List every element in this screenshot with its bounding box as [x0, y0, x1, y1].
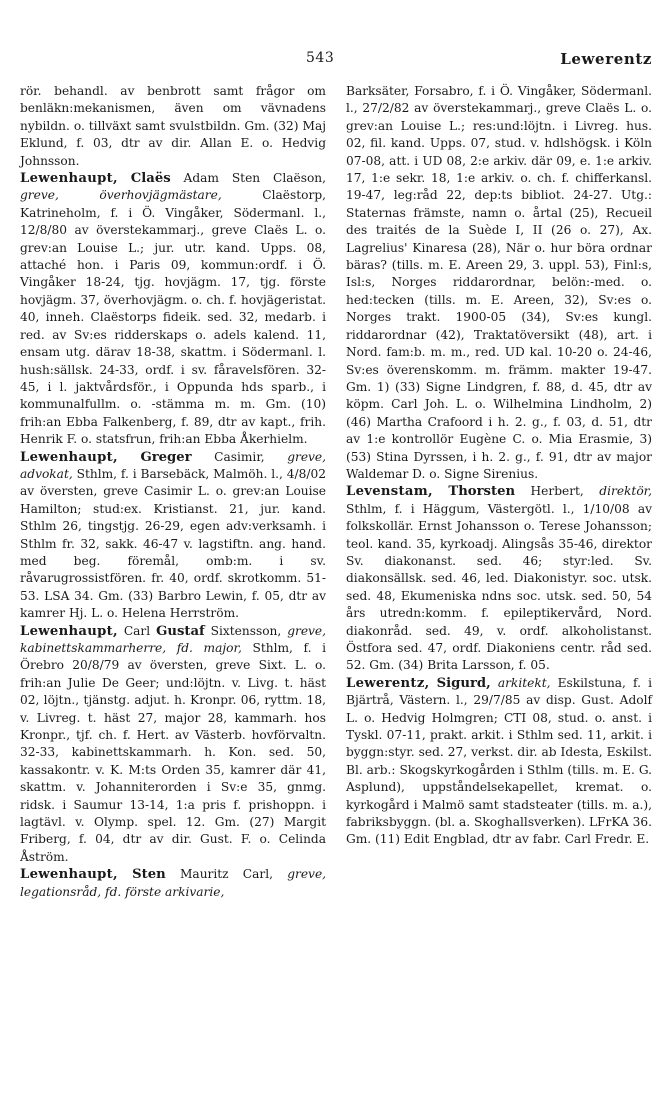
- entry-given-name: Sten: [132, 867, 166, 883]
- entry-given-rest: Adam Sten Claëson,: [183, 171, 327, 186]
- entry-body: Eskilstuna, f. i Bjärtrå, Västern. l., 29/7/85 av disp. Gust. Adolf L. o. Hedvig Holmgren; CTI 08, stud. o. anst. i Tyskl. 07-11, prakt. arkit. i Sthlm sed. 11, arkit. i byggn:styr. sed. 27, verkst. dir. ab Idesta, Eskilst. Bl. arb.: Skogskyrkogården i Sthlm (tills. m. E. G. Asplund), uppståndelsekapellet, kremat. o. kyrkogård i Malmö samt stadsteater (tills. m. a.), fabriksbyggn. (bl. a. Skoghallsverken). LFrKA 36. Gm. (11) Edit Engblad, dtr av fabr. Carl Fredr. E.: [346, 675, 653, 847]
- entry-surname: Lewenhaupt,: [20, 867, 118, 883]
- right-column: [346, 83, 652, 849]
- entry-given-rest: Herbert,: [530, 484, 584, 499]
- entry-title: greve, advokat,: [20, 449, 327, 481]
- biography-entry: [20, 866, 326, 901]
- entry-given-name: Gustaf: [156, 623, 205, 639]
- entry-surname: Lewenhaupt,: [20, 623, 118, 639]
- biography-entry: [20, 623, 326, 867]
- entry-surname: Lewenhaupt,: [20, 171, 118, 187]
- entry-body: Sthlm, f. i Barsebäck, Malmöh. l., 4/8/02 av översten, greve Casimir L. o. grev:an Louise Hamilton; stud:ex. Kristianst. 21, jur. kand. Sthlm 26, tingstjg. 26-29, egen adv:verksamh. i Sthlm fr. 32, sakk. 46-47 v. lagstiftn. ang. hand. med beg. föremål, omb:m. i sv. råvarugrossistfören. fr. 40, ordf. skrotkomm. 51-53. LSA 34. Gm. (33) Barbro Lewin, f. 05, dtr av kamrer Hj. L. o. Helena Herrström.: [20, 466, 326, 621]
- page-header: [14, 50, 660, 74]
- continuation-body: Barksäter, Forsabro, f. i Ö. Vingåker, Södermanl. l., 27/2/82 av överstekammarj., greve Claës L. o. grev:an Louise L.; res:und:löjtn. i Livreg. hus. 02, fil. kand. Upps. 07, stud. v. hdlshögsk. i Köln 07-08, att. i UD 08, 2:e arkiv. där 09, e. 1:e arkiv. 17, 1:e sekr. 18, 1:e arkiv. o. ch. f. chifferkansl. 19-47, leg:råd 22, dep:ts bibliot. 24-27. Utg.: Staternas främste, namn o. årtal (25), Recueil des traités de la Suède I, II (26 o. 27), Ax. Lagrelius' Kinaresa (28), När o. hur böra ordnar bäras? (tills. m. E. Areen 29, 3. uppl. 53), Finl:s, Isl:s, Norges riddarordnar, belön:-med. o. hed:tecken (tills. m. E. Areen, 32), Sv:es o. Norges trakt. 1900-05 (34), Sv:es kungl. riddarordnar (42), Traktatöversikt (48), art. i Nord. fam:b. m. m., red. UD kal. 10-20 o. 24-46, Sv:es överenskomm. m. främm. makter 19-47. Gm. 1) (33) Signe Lindgren, f. 88, d. 45, dtr av köpm. Carl Joh. L. o. Wilhelmina Lindholm, 2) (46) Martha Crafoord i h. 2. g., f. 03, d. 51, dtr av 1:e kontrollör Eugène C. o. Mia Erasmie, 3) (53) Stina Dyrssen, i h. 2. g., f. 91, dtr av major Waldemar D. o. Signe Sirenius.: [346, 84, 652, 481]
- entry-body: Sthlm, f. i Häggum, Västergötl. l., 1/10/08 av folkskollär. Ernst Johansson o. Terese Johansson; teol. kand. 35, kyrkoadj. Alingsås 35-46, direktor Sv. diakonanst. sed. 46; styr:led. Sv. diakonsällsk. sed. 46, led. Diakonistyr. soc. utsk. sed. 48, Ekumeniska ndns soc. utsk. sed. 50, 54 års utredn:komm. f. epileptikervård, Nord. diakonråd. sed. 49, v. ordf. alkoholistanst. Östfora sed. 47, ordf. Diakoniens centr. råd sed. 52. Gm. (34) Brita Larsson, f. 05.: [346, 501, 652, 673]
- continuation-text: [346, 83, 652, 483]
- entry-given-pre: Carl: [123, 623, 151, 638]
- entry-given-rest: Mauritz Carl,: [179, 867, 273, 882]
- page-number: 543: [306, 50, 335, 66]
- running-head: Lewerentz: [560, 50, 652, 68]
- entry-body: Claëstorp, Katrineholm, f. i Ö. Vingåker, Södermanl. l., 12/8/80 av överstekammarj., greve Claës L. o. grev:an Louise L.; jur. utr. kand. Upps. 08, attaché hon. i Paris 09, kommun:ordf. i Ö. Vingåker 18-24, tjg. hovjägm. 17, tjg. förste hovjägm. 37, överhovjägm. o. ch. f. hovjägeristat. 40, inneh. Claëstorps fideik. sed. 32, medarb. i red. av Sv:es ridderskaps o. adels kalend. 11, ensam utg. därav 18-38, skattm. i Södermanl. l. hush:sällsk. 24-33, ordf. i sv. fåravelsfören. 32-45, i l. jaktvårdsför., i Oppunda hds sparb., i kommunalfullm. o. -stämma m. m. Gm. (10) frih:an Ebba Falkenberg, f. 89, dtr av kapt., frih. Henrik F. o. statsfrun, frih:an Ebba Åkerhielm.: [20, 188, 326, 447]
- left-column: [20, 83, 326, 901]
- biography-entry: [20, 170, 326, 449]
- entry-surname: Levenstam,: [346, 484, 433, 500]
- entry-title: greve, legationsråd, fd. förste arkivarie,: [20, 867, 327, 899]
- entry-surname: Lewenhaupt,: [20, 449, 118, 465]
- entry-body: Sthlm, f. i Örebro 20/8/79 av översten, greve Sixt. L. o. frih:an Julie De Geer; und:löjtn. v. Livg. t. häst 02, löjtn., tjänstg. adjut. h. Kronpr. 06, ryttm. 18, v. Livreg. t. häst 27, major 28, kammarh. hos Kronpr., tjf. ch. f. Hert. av Västerb. hovförvaltn. 32-33, kabinettskammarh. h. Kon. sed. 50, kassakontr. v. K. M:ts Orden 35, kamrer där 41, skattm. v. Johanniterorden i Sv:e 35, gnmg. ridsk. i Saumur 13-14, 1:a pris f. prishoppn. i lagtävl. v. Olymp. spel. 12. Gm. (27) Margit Friberg, f. 04, dtr av dir. Gust. F. o. Celinda Åström.: [20, 641, 326, 864]
- entry-given-name: Claës: [130, 171, 171, 187]
- entry-given-name: Greger: [140, 449, 192, 465]
- entry-given-name: Thorsten: [448, 484, 516, 500]
- entry-title: arkitekt,: [497, 675, 551, 690]
- text-columns: [20, 83, 652, 1083]
- entry-given-rest: Casimir,: [214, 449, 265, 464]
- biography-entry: [20, 449, 326, 623]
- entry-title: greve, överhovjägmästare,: [20, 188, 222, 203]
- entry-surname: Lewerentz,: [346, 675, 430, 691]
- entry-given-name: Sigurd,: [436, 675, 491, 691]
- entry-given-rest: Sixtensson,: [210, 623, 282, 638]
- continuation-text: [20, 83, 326, 170]
- entry-title: direktör,: [599, 484, 653, 499]
- continuation-body: rör. behandl. av benbrott samt frågor om benläkn:mekanismen, även om vävnadens nybildn. o. tillväxt samt svulstbildn. Gm. (32) Maj Eklund, f. 03, dtr av dir. Allan E. o. Hedvig Johnsson.: [20, 84, 326, 168]
- biography-entry: [346, 675, 652, 849]
- biography-entry: [346, 483, 652, 674]
- entry-title: greve, kabinettskammarherre, fd. major,: [20, 623, 326, 655]
